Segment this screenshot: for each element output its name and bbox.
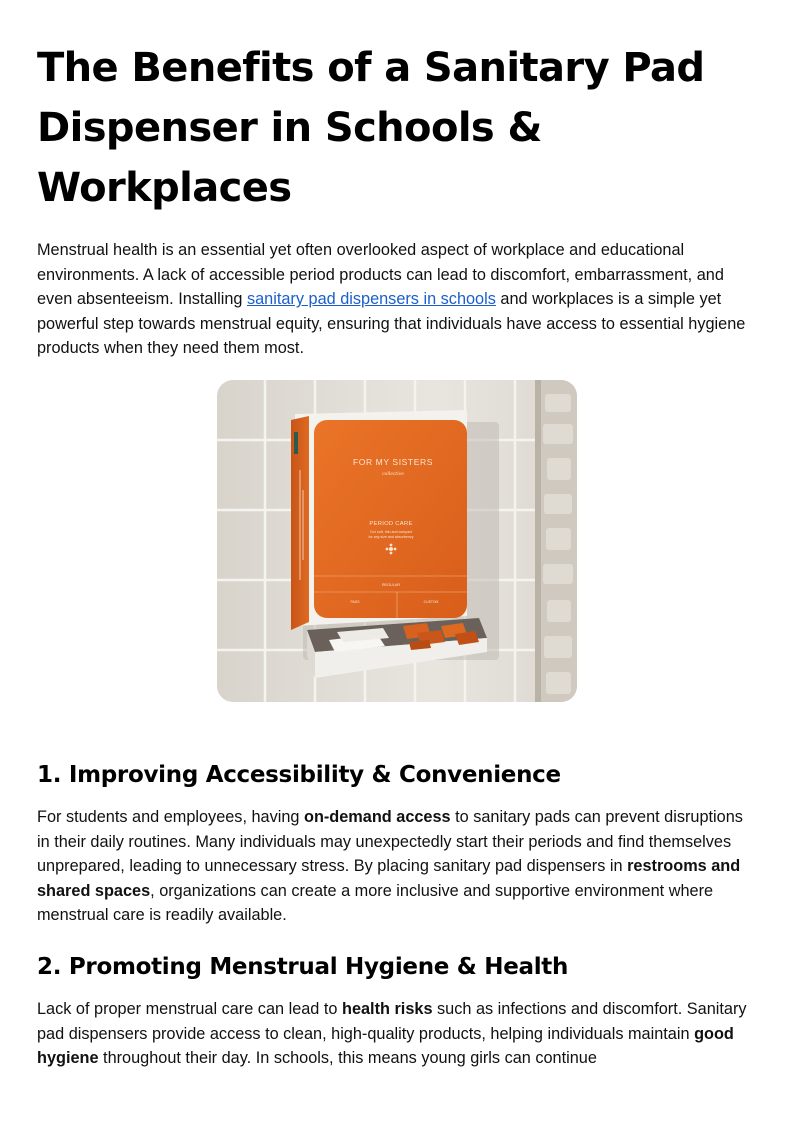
intro-text-end: and workplaces is a simple yet powerful step towards menstrual equity, ensuring that individuals have access to essential hygiene products when they need them most. <box>37 290 746 358</box>
section-1-bold-a: on-demand access <box>304 807 451 826</box>
tagline-line-1: Our soft, thin and compact <box>369 529 413 534</box>
page-title: The Benefits of a Sanitary Pad Dispenser in Schools & Workplaces <box>37 45 705 211</box>
section-1-text-b: to sanitary pads can prevent disruptions in their daily routines. Many individuals may unexpectedly start their periods and find themselves unprepared, leading to unnecessary stress. By placing sanitary pad dispensers in <box>37 807 743 876</box>
section-1-text-c: , organizations can create a more inclusive and supportive environment where menstrual care is readily available. <box>37 881 714 925</box>
tagline-line-2: for any size and absorbency <box>368 534 414 539</box>
section-2-text-c: throughout their day. In schools, this means young girls can continue <box>98 1049 597 1068</box>
section-1-heading: 1. Improving Accessibility & Convenience <box>37 761 561 788</box>
pads-label: PADS <box>350 599 360 604</box>
brand-label: FOR MY SISTERS <box>352 456 434 467</box>
section-1-text-a: For students and employees, having <box>37 807 304 826</box>
section-1-bold-b: restrooms and shared spaces <box>37 857 741 900</box>
section-2-text-b: such as infections and discomfort. Sanitary pad dispensers provide access to clean, high-quality products, helping individuals maintain <box>37 999 747 1043</box>
intro-paragraph <box>37 238 757 361</box>
section-2-heading: 2. Promoting Menstrual Hygiene & Health <box>37 953 569 980</box>
brand-script-label: collective <box>382 471 404 477</box>
dispenser-photo <box>217 380 577 702</box>
section-2-bold-a: health risks <box>342 999 433 1018</box>
section-1-paragraph <box>37 805 757 928</box>
dispensers-in-schools-link[interactable]: sanitary pad dispensers in schools <box>246 290 496 309</box>
product-label: PERIOD CARE <box>369 520 413 527</box>
article <box>37 38 757 1071</box>
section-2-text-a: Lack of proper menstrual care can lead to <box>37 999 342 1018</box>
variant-label: REGULAR <box>381 582 401 587</box>
intro-text-start: Menstrual health is an essential yet often overlooked aspect of workplace and educational environments. A lack of accessible period products can lead to discomfort, embarrassment, and even absenteeism. Installing <box>37 241 724 309</box>
section-2-paragraph <box>37 997 757 1071</box>
section-2-bold-b: good hygiene <box>37 1024 734 1068</box>
custom-label: CUSTOM <box>423 599 439 604</box>
